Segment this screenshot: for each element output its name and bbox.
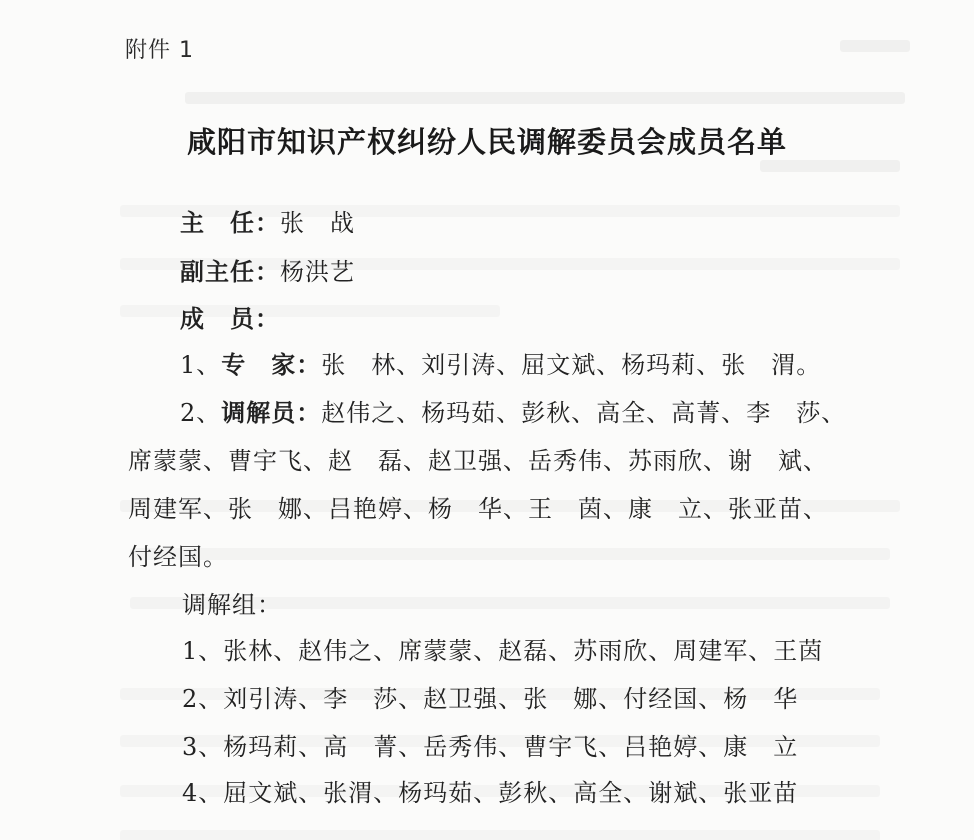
mediators-row-2 xyxy=(128,441,828,476)
director-label: 主 任： xyxy=(180,209,280,237)
attachment-label: 附件 1 xyxy=(125,38,194,63)
deputy-director-label: 副主任： xyxy=(180,258,280,286)
mediators-prefix: 2、 xyxy=(180,399,222,427)
experts-names: 张 林、刘引涛、屈文斌、杨玛莉、张 渭。 xyxy=(321,351,822,379)
members-heading: 成 员： xyxy=(180,305,280,333)
group-item: 2、刘引涛、李 莎、赵卫强、张 娜、付经国、杨 华 xyxy=(182,685,799,713)
experts-row xyxy=(180,345,821,380)
deputy-director-name: 杨洪艺 xyxy=(280,258,355,286)
mediators-names-line-3: 周建军、张 娜、吕艳婷、杨 华、王 茵、康 立、张亚苗、 xyxy=(128,495,828,523)
group-item: 4、屈文斌、张渭、杨玛茹、彭秋、高全、谢斌、张亚苗 xyxy=(182,779,799,807)
groups-heading-row xyxy=(182,585,282,620)
experts-prefix: 1、 xyxy=(180,351,222,379)
mediators-row-4 xyxy=(128,537,228,572)
mediators-names-line-1: 赵伟之、杨玛茹、彭秋、高全、高菁、李 莎、 xyxy=(321,399,847,427)
groups-heading: 调解组： xyxy=(182,591,282,619)
group-item: 1、张林、赵伟之、席蒙蒙、赵磊、苏雨欣、周建军、王茵 xyxy=(182,637,824,665)
mediators-label: 调解员： xyxy=(221,399,322,427)
group-item: 3、杨玛莉、高 菁、岳秀伟、曹宇飞、吕艳婷、康 立 xyxy=(182,733,799,761)
mediators-row-3 xyxy=(128,489,828,524)
mediators-names-line-2: 席蒙蒙、曹宇飞、赵 磊、赵卫强、岳秀伟、苏雨欣、谢 斌、 xyxy=(128,447,828,475)
deputy-director-row xyxy=(180,252,355,287)
document-title: 咸阳市知识产权纠纷人民调解委员会成员名单 xyxy=(186,125,787,159)
director-name: 张 战 xyxy=(280,209,355,237)
mediators-names-line-4: 付经国。 xyxy=(128,543,228,571)
members-row xyxy=(180,299,280,334)
experts-label: 专 家： xyxy=(221,351,322,379)
mediators-row-1 xyxy=(180,393,846,428)
director-row xyxy=(180,203,355,238)
